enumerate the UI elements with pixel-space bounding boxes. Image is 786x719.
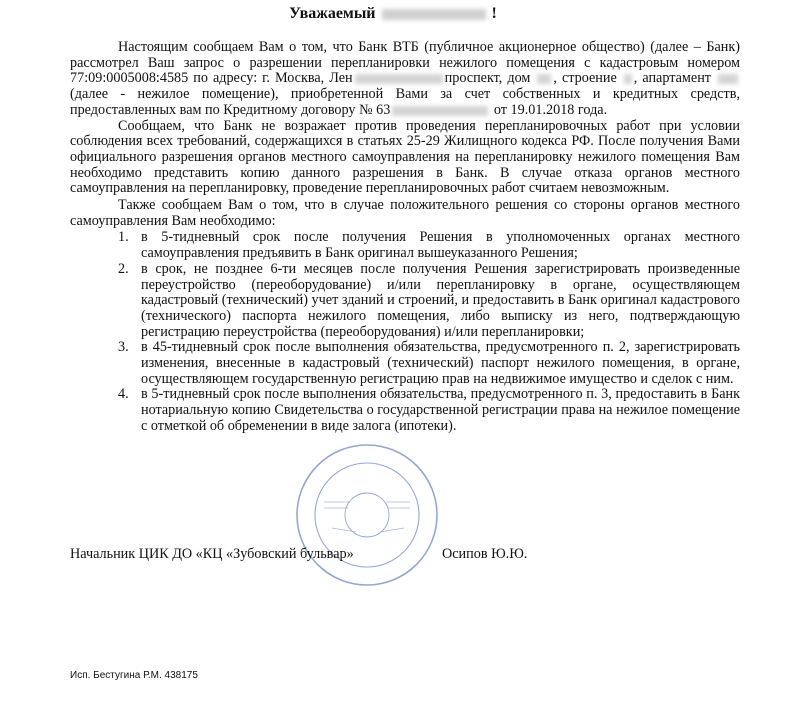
list-item-number: 3. (118, 339, 129, 356)
list-item (70, 230, 740, 261)
list-item (70, 387, 740, 434)
redacted-building (624, 74, 632, 84)
p1-text-d: , апартамент (633, 70, 711, 87)
salutation-suffix: ! (491, 5, 497, 22)
redacted-house (537, 74, 551, 84)
redacted-contract-number (392, 106, 488, 116)
list-item (70, 340, 740, 387)
p1-text-e: (далее - нежилое помещение), приобретенной Вами за счет собственных и кредитных средств, предоставленных вам по Кредитному договору № 63 (70, 86, 740, 118)
list-item-number: 1. (118, 229, 129, 246)
salutation-prefix: Уважаемый (289, 5, 376, 22)
requirements-list (70, 230, 740, 434)
executor-note: Исп. Бестугина Р.М. 438175 (70, 670, 198, 681)
signatory-name: Осипов Ю.Ю. (442, 546, 528, 562)
list-item-number: 4. (118, 386, 129, 403)
list-item-text: в 45-тидневный срок после выполнения обязательства, предусмотренного п. 2, зарегистрировать изменения, внесенные в кадастровый (технический) паспорт нежилого помещения, в органе, осуществляющем государственную регистрацию прав на недвижимое имущество и сделок с ним. (141, 339, 740, 387)
p1-text-b: проспект, дом (444, 70, 531, 87)
paragraph-requirements-intro: Также сообщаем Вам о том, что в случае положительного решения со стороны органов местного самоуправления Вам необходимо: (70, 197, 740, 229)
bank-stamp-icon (292, 440, 442, 590)
letter-body (70, 40, 740, 435)
p1-text-f: от 19.01.2018 года. (493, 101, 608, 118)
list-item-text: в 5-тидневный срок после выполнения обязательства, предусмотренного п. 3, предоставить в Банк нотариальную копию Свидетельства о государственной регистрации права на нежилое помещение с отметкой об обременении в виде залога (ипотеки). (141, 386, 740, 434)
redacted-name (382, 9, 486, 20)
p1-text-c: , строение (553, 70, 617, 87)
redacted-street (355, 74, 443, 84)
list-item (70, 262, 740, 341)
paragraph-consent: Сообщаем, что Банк не возражает против проведения перепланировочных работ при условии соблюдения всех требований, содержащихся в статьях 25-29 Жилищного кодекса РФ. После получения Вами официального разрешения органов местного самоуправления на перепланировку нежилого помещения Вам необходимо представить копию данного разрешения в Банк. В случае отказа органов местного самоуправления на перепланировку, проведение перепланировочных работ считаем невозможным. (70, 117, 740, 197)
signature-block (70, 546, 750, 562)
redacted-apartment (718, 74, 738, 84)
list-item-text: в 5-тидневный срок после получения Решения в уполномоченных органах местного самоуправления предъявить в Банк оригинал вышеуказанного Решения; (141, 229, 740, 262)
salutation-heading (0, 4, 786, 24)
paragraph-request (70, 40, 740, 119)
p1-text-a: Настоящим сообщаем Вам о том, что Банк ВТБ (публичное акционерное общество) (далее – Банк) рассмотрел Ваш запрос о разрешении перепланировки нежилого помещения с кадастровым номером 77:09:0005008:4585 по адресу: г. Москва, Лен (70, 39, 740, 87)
list-item-number: 2. (118, 260, 129, 277)
list-item-text: в срок, не позднее 6-ти месяцев после получения Решения зарегистрировать произведенные переустройство (переоборудование) и/или перепланировку в органе, осуществляющем кадастровый (технический) учет зданий и строений, и предоставить в Банк оригинал кадастрового (технического) паспорта нежилого помещения, либо выписку из него, подтверждающую регистрацию переустройства (переоборудования) и/или перепланировки; (141, 260, 740, 340)
signatory-position: Начальник ЦИК ДО «КЦ «Зубовский бульвар» (70, 546, 354, 562)
